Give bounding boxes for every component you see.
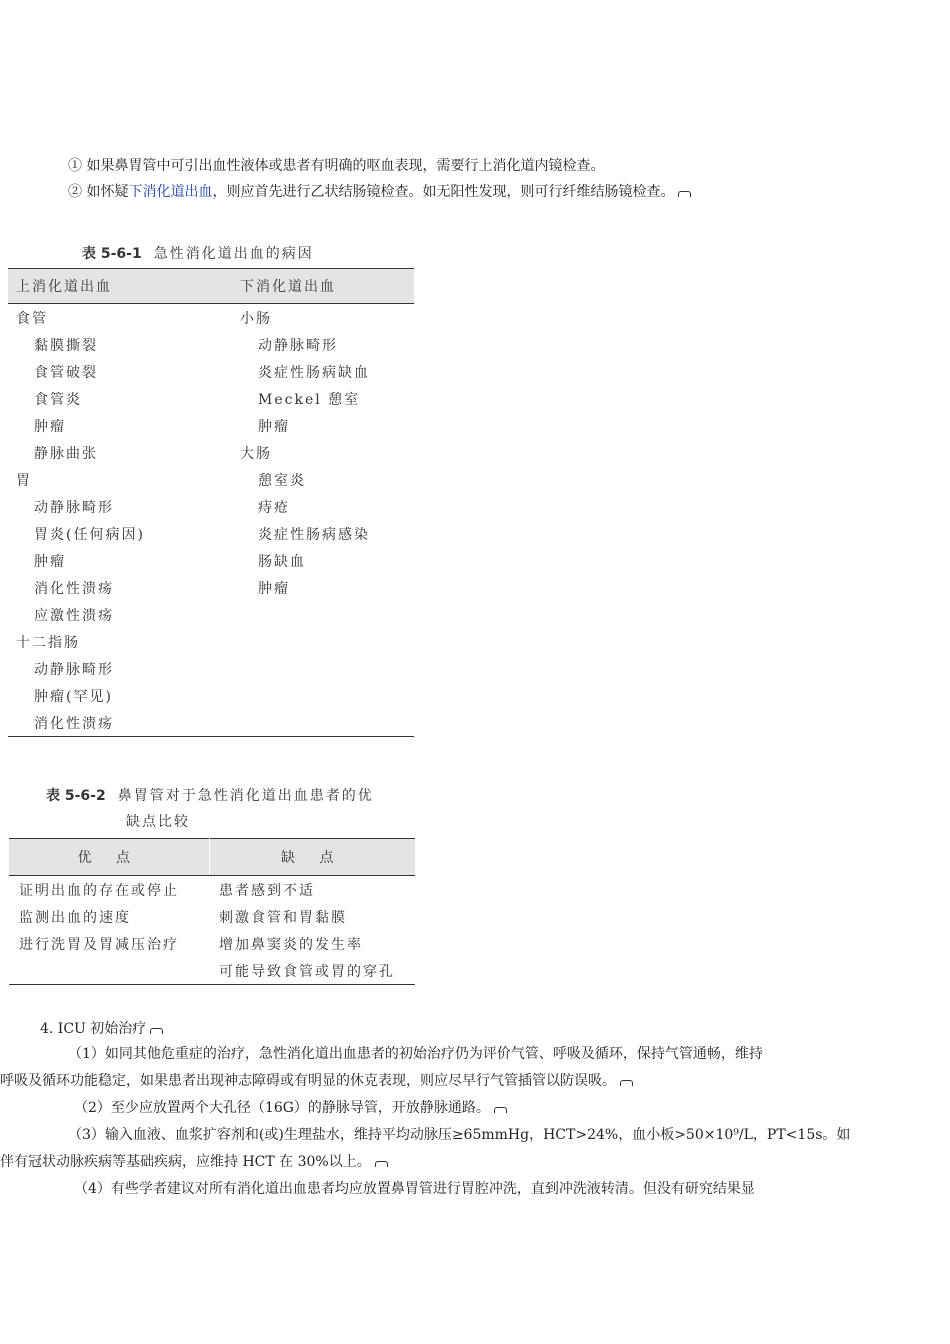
disadvantage-cell: 可能导致食管或胃的穿孔 (219, 963, 395, 980)
table2-body (9, 876, 415, 985)
paragraph-1-line-1: （1）如同其他危重症的治疗，急性消化道出血患者的初始治疗仍为评价气管、呼吸及循环，保持气管通畅，维持 (68, 1046, 763, 1062)
table1-caption (82, 243, 314, 263)
advantage-cell: 监测出血的速度 (19, 909, 131, 926)
disadvantage-cell: 刺激食管和胃黏膜 (219, 909, 347, 926)
table2-row (9, 903, 415, 930)
upper-gi-cell: 食管 (16, 310, 48, 327)
lower-gi-cell: 动静脉畸形 (258, 337, 338, 354)
table2-title-line1: 鼻胃管对于急性消化道出血患者的优 (117, 788, 374, 804)
upper-gi-cell: 动静脉畸形 (34, 661, 114, 678)
advantage-cell: 证明出血的存在或停止 (19, 882, 179, 899)
table2-header-row (9, 839, 415, 876)
upper-gi-cell: 肿瘤 (34, 418, 66, 435)
paragraph-3-line-1: （3）输入血液、血浆扩容剂和(或)生理盐水，维持平均动脉压≥65mmHg，HCT>24%，血小板>50×10⁹/L，PT<15s。如 (68, 1127, 851, 1143)
table2-title-line2: 缺点比较 (126, 814, 190, 830)
table1-row (8, 358, 414, 385)
table1-row (8, 601, 414, 628)
upper-gi-cell: 消化性溃疡 (34, 715, 114, 732)
section-heading (40, 1019, 163, 1039)
paragraph-2-text: （2）至少应放置两个大孔径（16G）的静脉导管，开放静脉通路。 (74, 1100, 490, 1116)
edit-mark-icon[interactable] (150, 1028, 163, 1034)
table2-container (9, 838, 415, 985)
table1-row (8, 520, 414, 547)
lower-gi-cell (232, 655, 414, 682)
upper-gi-cell: 肿瘤(罕见) (34, 688, 113, 705)
upper-gi-cell: 黏膜撕裂 (34, 337, 98, 354)
table1-row (8, 628, 414, 655)
upper-gi-cell: 食管破裂 (34, 364, 98, 381)
table1-row (8, 466, 414, 493)
table1-row (8, 547, 414, 574)
lower-gi-bleeding-link[interactable]: 下消化道出血 (128, 184, 213, 200)
lower-gi-cell: 憩室炎 (258, 472, 306, 489)
table1-header-lower-gi: 下消化道出血 (232, 269, 414, 304)
table1-row (8, 709, 414, 737)
edit-mark-icon[interactable] (620, 1080, 633, 1086)
paragraph-4-line-1: （4）有些学者建议对所有消化道出血患者均应放置鼻胃管进行胃腔冲洗，直到冲洗液转清。但没有研究结果显 (74, 1181, 755, 1197)
table1-row (8, 682, 414, 709)
table1-row (8, 574, 414, 601)
lower-gi-cell: 炎症性肠病感染 (258, 526, 370, 543)
advantage-cell: 进行洗胃及胃减压治疗 (19, 936, 179, 953)
lower-gi-cell: 炎症性肠病缺血 (258, 364, 370, 381)
paragraph-2 (0, 1095, 950, 1122)
upper-gi-cell: 肿瘤 (34, 553, 66, 570)
intro-line-2-post: ，则应首先进行乙状结肠镜检查。如无阳性发现，则可行纤维结肠镜检查。 (212, 184, 675, 200)
lower-gi-cell: 肿瘤 (258, 418, 290, 435)
table1-row (8, 412, 414, 439)
advantage-cell (9, 957, 209, 985)
paragraph-3-line-2 (0, 1149, 950, 1176)
paragraph-1-line-2 (0, 1068, 950, 1095)
upper-gi-cell: 食管炎 (34, 391, 82, 408)
table1-container (8, 268, 414, 737)
paragraph-3-line-2-text: 伴有冠状动脉疾病等基础疾病，应维持 HCT 在 30%以上。 (0, 1154, 371, 1170)
table1-body (8, 304, 414, 737)
table1-number: 表 5-6-1 (82, 246, 142, 262)
upper-gi-cell: 静脉曲张 (34, 445, 98, 462)
table1-header-row (8, 269, 414, 304)
nasogastric-tube-table (9, 838, 415, 985)
table2-header-advantages: 优 点 (9, 839, 209, 876)
table2-row (9, 930, 415, 957)
etiology-table (8, 268, 414, 737)
upper-gi-cell: 十二指肠 (16, 634, 80, 651)
intro-line-1: ① 如果鼻胃管中可引出血性液体或患者有明确的呕血表现，需要行上消化道内镜检查。 (68, 158, 605, 174)
lower-gi-cell (232, 601, 414, 628)
table1-header-upper-gi: 上消化道出血 (8, 269, 232, 304)
table2-row (9, 876, 415, 904)
table2-header-disadvantages: 缺 点 (209, 839, 415, 876)
disadvantage-cell: 增加鼻窦炎的发生率 (219, 936, 363, 953)
lower-gi-cell: 肠缺血 (258, 553, 306, 570)
table1-row (8, 439, 414, 466)
upper-gi-cell: 应激性溃疡 (34, 607, 114, 624)
table1-title: 急性消化道出血的病因 (153, 246, 314, 262)
lower-gi-cell: 大肠 (240, 445, 272, 462)
upper-gi-cell: 胃炎(任何病因) (34, 526, 145, 543)
table1-row (8, 304, 414, 332)
table1-row (8, 331, 414, 358)
paragraph-1-line-2-text: 呼吸及循环功能稳定，如果患者出现神志障碍或有明显的休克表现，则应尽早行气管插管以防误吸。 (0, 1073, 616, 1089)
lower-gi-cell: 痔疮 (258, 499, 290, 516)
edit-mark-icon[interactable] (678, 191, 691, 197)
upper-gi-cell: 动静脉畸形 (34, 499, 114, 516)
edit-mark-icon[interactable] (375, 1161, 388, 1167)
upper-gi-cell: 消化性溃疡 (34, 580, 114, 597)
table1-row (8, 385, 414, 412)
table1-row (8, 655, 414, 682)
lower-gi-cell (232, 628, 414, 655)
table2-row (9, 957, 415, 985)
table2-number: 表 5-6-2 (46, 788, 106, 804)
intro-line-2 (68, 182, 691, 202)
table1-row (8, 493, 414, 520)
disadvantage-cell: 患者感到不适 (219, 882, 315, 899)
intro-line-2-pre: ② 如怀疑 (68, 184, 129, 200)
table2-caption (46, 785, 374, 805)
lower-gi-cell (232, 709, 414, 737)
section-heading-text: 4. ICU 初始治疗 (40, 1021, 147, 1037)
upper-gi-cell: 胃 (16, 472, 32, 489)
lower-gi-cell: Meckel 憩室 (258, 391, 361, 408)
edit-mark-icon[interactable] (494, 1107, 507, 1113)
section-body (0, 1041, 950, 1203)
lower-gi-cell: 肿瘤 (258, 580, 290, 597)
lower-gi-cell: 小肠 (240, 310, 272, 327)
lower-gi-cell (232, 682, 414, 709)
